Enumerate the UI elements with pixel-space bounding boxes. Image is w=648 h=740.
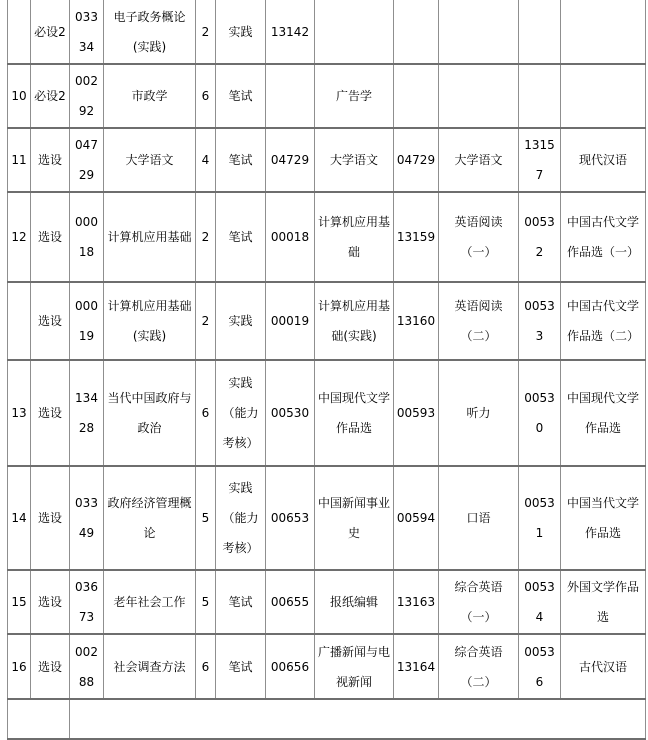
table-row-13: [8, 360, 646, 466]
course-name-cell: 当代中国政府与政治: [104, 360, 196, 466]
exam2-course-cell: 综合英语（二）: [439, 634, 519, 699]
exam1-course-cell: 广播新闻与电视新闻: [315, 634, 394, 699]
exam3-course-cell: 现代汉语: [561, 128, 646, 192]
table-row-partial-top: [8, 0, 646, 64]
course-type-cell: 选设: [31, 128, 70, 192]
course-code-cell: 03349: [70, 466, 104, 570]
course-code-cell: 04729: [70, 128, 104, 192]
course-type-cell: 选设: [31, 570, 70, 634]
credits-cell: 2: [196, 282, 216, 360]
course-type-cell: 必设2: [31, 64, 70, 128]
exam3-course-cell: 中国当代文学作品选: [561, 466, 646, 570]
exam1-course-cell: 中国新闻事业史: [315, 466, 394, 570]
exam2-code-cell: 13159: [394, 192, 439, 282]
exam1-code-cell: 00018: [266, 192, 315, 282]
credits-cell: 6: [196, 64, 216, 128]
exam3-code-cell: [519, 0, 561, 64]
exam1-course-cell: 中国现代文学作品选: [315, 360, 394, 466]
exam3-course-cell: [561, 0, 646, 64]
exam2-code-cell: 13163: [394, 570, 439, 634]
exam-type-cell: 实践 （能力考核）: [216, 360, 266, 466]
table-row-10: [8, 64, 646, 128]
exam1-code-cell: 00653: [266, 466, 315, 570]
exam1-course-cell: 大学语文: [315, 128, 394, 192]
course-exam-schedule-table: [7, 0, 646, 740]
exam-type-cell: 实践: [216, 282, 266, 360]
course-code-cell: 00288: [70, 634, 104, 699]
course-code-cell: 13428: [70, 360, 104, 466]
course-name-cell: 老年社会工作: [104, 570, 196, 634]
course-type-cell: 选设: [31, 634, 70, 699]
seq-cell: [8, 282, 31, 360]
exam1-code-cell: [266, 64, 315, 128]
seq-cell: 14: [8, 466, 31, 570]
credits-cell: 5: [196, 466, 216, 570]
exam1-code-cell: 00655: [266, 570, 315, 634]
seq-cell: [8, 0, 31, 64]
exam2-code-cell: 00593: [394, 360, 439, 466]
table-row-12b: [8, 282, 646, 360]
exam2-course-cell: 综合英语（一）: [439, 570, 519, 634]
exam2-code-cell: 13160: [394, 282, 439, 360]
credits-cell: 6: [196, 360, 216, 466]
exam-type-cell: 实践 （能力考核）: [216, 466, 266, 570]
table-row-12a: [8, 192, 646, 282]
exam1-course-cell: 计算机应用基础(实践): [315, 282, 394, 360]
credits-cell: 5: [196, 570, 216, 634]
exam1-course-cell: 广告学: [315, 64, 394, 128]
exam1-course-cell: 报纸编辑: [315, 570, 394, 634]
table-row-15: [8, 570, 646, 634]
course-type-cell: 必设2: [31, 0, 70, 64]
exam-type-cell: 实践: [216, 0, 266, 64]
course-type-cell: 选设: [31, 192, 70, 282]
course-name-cell: 社会调查方法: [104, 634, 196, 699]
exam2-code-cell: [394, 0, 439, 64]
exam1-course-cell: 计算机应用基础: [315, 192, 394, 282]
seq-cell: 12: [8, 192, 31, 282]
exam2-code-cell: 00594: [394, 466, 439, 570]
seq-cell: 13: [8, 360, 31, 466]
footer-left-cell: [8, 699, 70, 739]
exam-type-cell: 笔试: [216, 128, 266, 192]
exam3-code-cell: [519, 64, 561, 128]
credits-cell: 2: [196, 0, 216, 64]
exam3-code-cell: 13157: [519, 128, 561, 192]
exam3-code-cell: 00536: [519, 634, 561, 699]
exam2-course-cell: 英语阅读（一）: [439, 192, 519, 282]
exam2-course-cell: [439, 0, 519, 64]
exam3-code-cell: 00532: [519, 192, 561, 282]
exam1-code-cell: 00656: [266, 634, 315, 699]
credits-cell: 4: [196, 128, 216, 192]
course-name-cell: 市政学: [104, 64, 196, 128]
course-type-cell: 选设: [31, 282, 70, 360]
exam2-code-cell: 13164: [394, 634, 439, 699]
course-name-cell: 电子政务概论(实践): [104, 0, 196, 64]
exam2-course-cell: 口语: [439, 466, 519, 570]
table-row-partial-bottom: [8, 699, 646, 739]
exam3-course-cell: [561, 64, 646, 128]
course-code-cell: 03334: [70, 0, 104, 64]
footer-right-cell: [70, 699, 646, 739]
exam3-code-cell: 00533: [519, 282, 561, 360]
exam1-code-cell: 00019: [266, 282, 315, 360]
exam-type-cell: 笔试: [216, 634, 266, 699]
exam3-course-cell: 古代汉语: [561, 634, 646, 699]
seq-cell: 15: [8, 570, 31, 634]
credits-cell: 2: [196, 192, 216, 282]
exam-type-cell: 笔试: [216, 192, 266, 282]
exam2-course-cell: [439, 64, 519, 128]
course-name-cell: 大学语文: [104, 128, 196, 192]
course-type-cell: 选设: [31, 466, 70, 570]
course-code-cell: 00018: [70, 192, 104, 282]
course-code-cell: 00292: [70, 64, 104, 128]
exam1-code-cell: 00530: [266, 360, 315, 466]
course-name-cell: 计算机应用基础: [104, 192, 196, 282]
course-name-cell: 计算机应用基础(实践): [104, 282, 196, 360]
exam2-course-cell: 英语阅读（二）: [439, 282, 519, 360]
exam1-code-cell: 04729: [266, 128, 315, 192]
exam2-course-cell: 大学语文: [439, 128, 519, 192]
exam-type-cell: 笔试: [216, 570, 266, 634]
exam3-code-cell: 00534: [519, 570, 561, 634]
exam2-code-cell: 04729: [394, 128, 439, 192]
seq-cell: 16: [8, 634, 31, 699]
exam2-course-cell: 听力: [439, 360, 519, 466]
exam3-code-cell: 00530: [519, 360, 561, 466]
table-row-11: [8, 128, 646, 192]
course-name-cell: 政府经济管理概论: [104, 466, 196, 570]
exam3-course-cell: 外国文学作品选: [561, 570, 646, 634]
exam3-course-cell: 中国古代文学作品选（二）: [561, 282, 646, 360]
table-row-16: [8, 634, 646, 699]
exam3-course-cell: 中国古代文学作品选（一）: [561, 192, 646, 282]
exam3-course-cell: 中国现代文学作品选: [561, 360, 646, 466]
seq-cell: 10: [8, 64, 31, 128]
seq-cell: 11: [8, 128, 31, 192]
exam-type-cell: 笔试: [216, 64, 266, 128]
exam3-code-cell: 00531: [519, 466, 561, 570]
course-code-cell: 03673: [70, 570, 104, 634]
course-code-cell: 00019: [70, 282, 104, 360]
exam2-code-cell: [394, 64, 439, 128]
table-row-14: [8, 466, 646, 570]
exam1-code-cell: 13142: [266, 0, 315, 64]
exam1-course-cell: [315, 0, 394, 64]
credits-cell: 6: [196, 634, 216, 699]
course-type-cell: 选设: [31, 360, 70, 466]
